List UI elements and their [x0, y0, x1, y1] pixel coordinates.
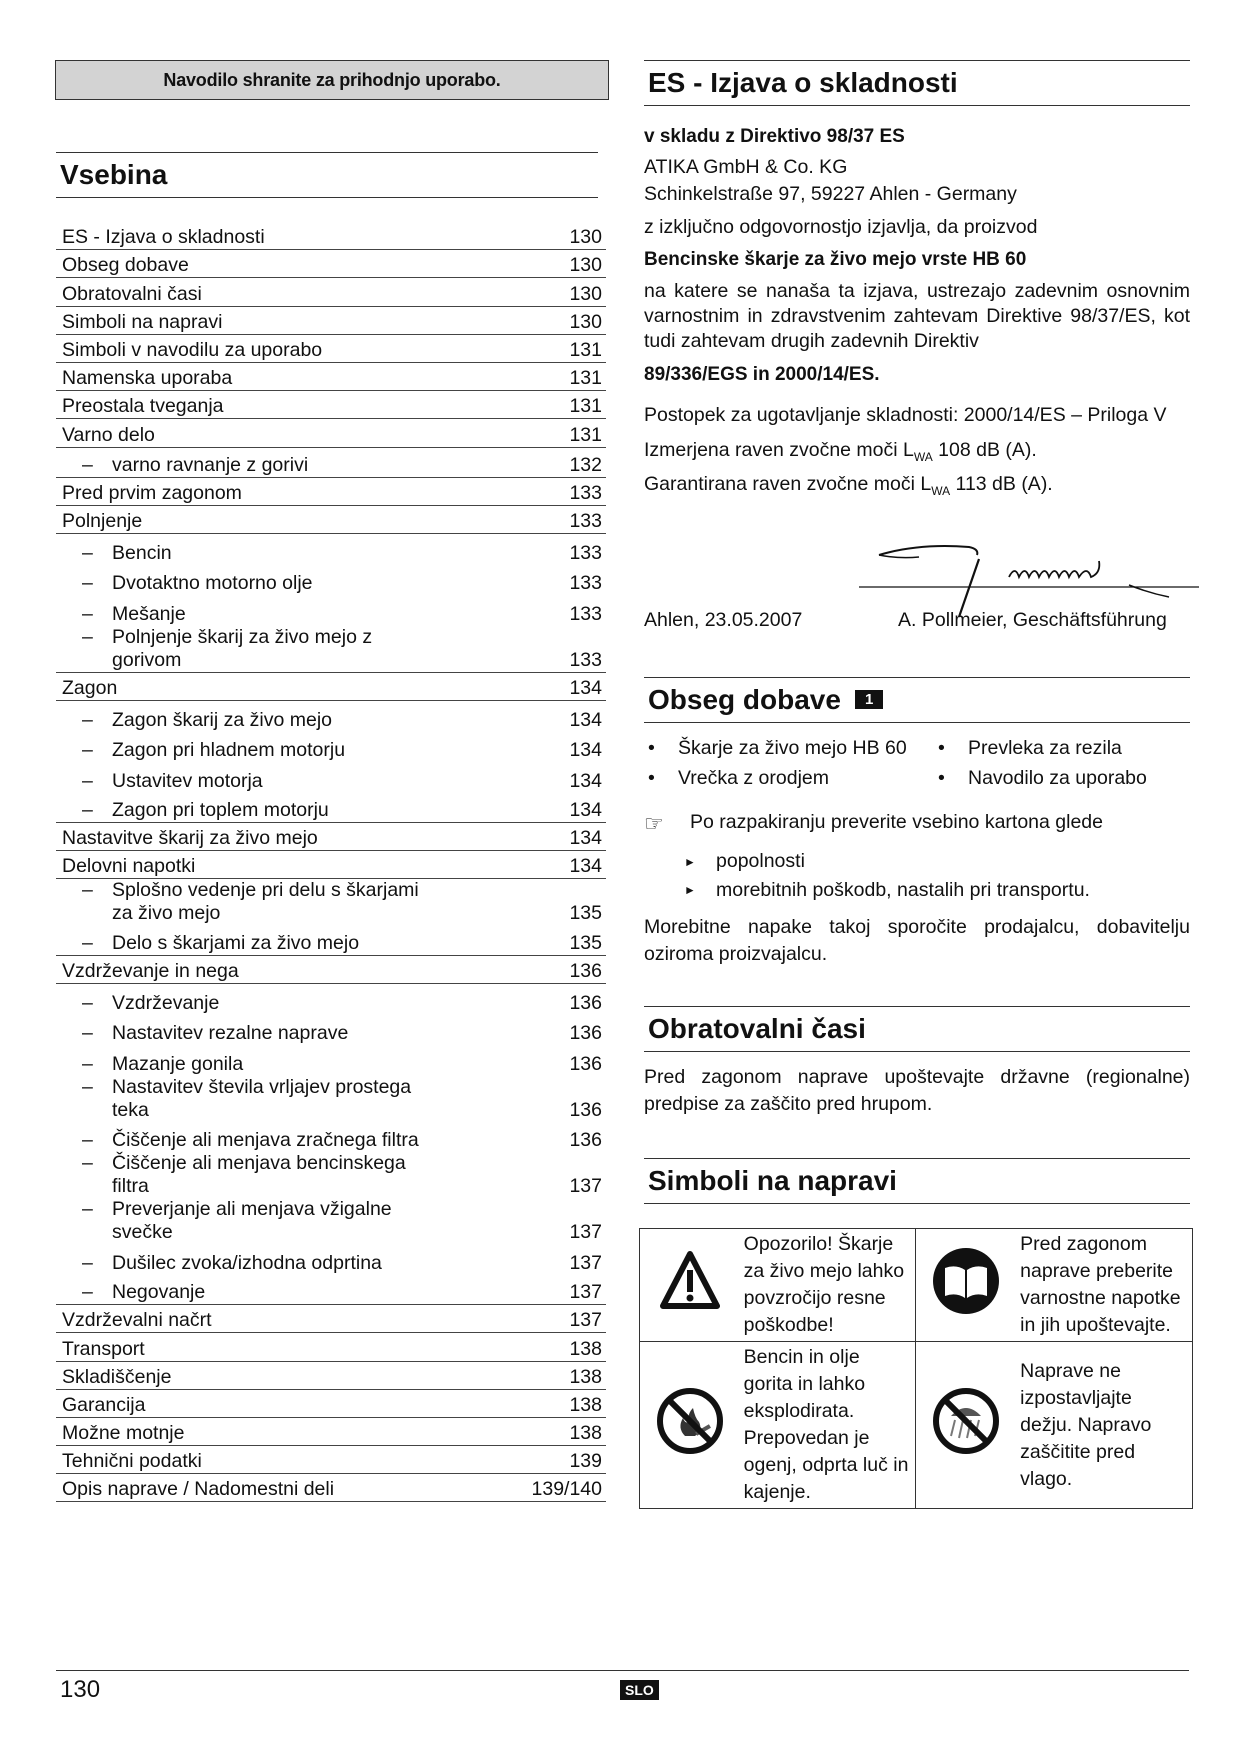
toc-page: 131	[569, 395, 602, 418]
delivery-item: • Vrečka z orodjem	[644, 763, 934, 793]
signatory: A. Pollmeier, Geschäftsführung	[898, 608, 1167, 631]
toc-subentry	[56, 984, 606, 1015]
toc-label-text: Simboli v navodilu za uporabo	[62, 338, 323, 361]
toc-page: 134	[569, 677, 602, 700]
dash-icon: –	[82, 769, 93, 792]
toc-label	[82, 1252, 382, 1275]
table-of-contents	[56, 222, 606, 1502]
toc-label-text: Namenska uporaba	[62, 367, 233, 390]
toc-label-text: Skladiščenje	[62, 1365, 172, 1388]
toc-label-text: Delovni napotki	[62, 855, 196, 878]
toc-label-text: Zagon škarij za živo mejo	[112, 708, 333, 731]
delivery-title-text: Obseg dobave	[648, 683, 841, 715]
toc-subentry	[56, 879, 606, 925]
toc-page: 134	[569, 739, 602, 762]
check-item: ► morebitnih poškodb, nastalih pri transportu.	[684, 876, 1190, 905]
toc-subentry	[56, 1244, 606, 1275]
toc-page: 132	[569, 454, 602, 476]
manual-text: Pred zagonom naprave preberite varnostne napotke in jih upoštevajte.	[1016, 1229, 1192, 1342]
toc-entry	[56, 851, 606, 879]
toc-subentry	[56, 565, 606, 596]
language-badge: SLO	[620, 1680, 659, 1700]
toc-label-text: Zagon pri hladnem motorju	[112, 739, 346, 762]
check-list	[684, 847, 1190, 905]
toc-subentry	[56, 1152, 606, 1198]
toc-label	[62, 482, 242, 505]
toc-label-text: Preostala tveganja	[62, 395, 224, 418]
toc-subentry	[56, 793, 606, 824]
dash-icon: –	[82, 799, 93, 822]
toc-page: 138	[569, 1337, 602, 1360]
toc-entry	[56, 363, 606, 391]
delivery-item: • Škarje za živo mejo HB 60	[644, 733, 934, 763]
place-date: Ahlen, 23.05.2007	[644, 608, 803, 631]
toc-label	[62, 1309, 212, 1332]
toc-label-text: Garancija	[62, 1393, 146, 1416]
toc-label-text: Nastavitve škarij za živo mejo	[62, 827, 318, 850]
toc-label-text: Negovanje	[112, 1281, 206, 1304]
toc-label	[82, 603, 186, 626]
dash-icon: –	[82, 1075, 93, 1098]
operating-title-text: Obratovalni časi	[648, 1013, 866, 1045]
toc-entry	[56, 391, 606, 419]
toc-label-text: Dvotaktno motorno olje	[112, 572, 313, 595]
conformity-statement: na katere se nanaša ta izjava, ustrezajo zadevnim osnovnim varnostnim in zdravstvenim zahtevam Direktive 98/37/ES, kot tudi zahtevam drugih zadevnih Direktiv	[644, 280, 1190, 352]
toc-page: 130	[569, 310, 602, 333]
toc-page: 133	[569, 572, 602, 595]
toc-label-text: Mešanje	[112, 602, 186, 625]
toc-label	[82, 770, 263, 793]
toc-subentry	[56, 1275, 606, 1306]
toc-entry	[56, 1333, 606, 1361]
toc-label-text: varno ravnanje z gorivi	[112, 454, 309, 476]
toc-label	[82, 1198, 442, 1244]
toc-label	[62, 827, 318, 850]
keep-instructions-note: Navodilo shranite za prihodnjo uporabo.	[55, 60, 609, 100]
toc-page: 131	[569, 367, 602, 390]
toc-label	[62, 960, 239, 983]
no-fire-icon	[655, 1386, 725, 1456]
toc-subentry	[56, 595, 606, 626]
toc-label	[62, 1450, 202, 1473]
toc-label-text: Možne motnje	[62, 1422, 185, 1445]
toc-entry	[56, 278, 606, 306]
toc-page: 134	[569, 855, 602, 878]
toc-page: 136	[569, 960, 602, 983]
toc-label	[62, 339, 322, 362]
toc-label	[62, 1394, 145, 1417]
toc-page: 137	[569, 1221, 602, 1244]
product-line: Bencinske škarje za živo mejo vrste HB 60	[644, 249, 1027, 270]
toc-page: 134	[569, 799, 602, 822]
toc-label	[62, 677, 117, 700]
toc-label-text: Simboli na napravi	[62, 310, 223, 333]
dash-icon: –	[82, 1129, 93, 1152]
toc-entry	[56, 1305, 606, 1333]
toc-subentry	[56, 534, 606, 565]
toc-label-text: Opis naprave / Nadomestni deli	[62, 1478, 335, 1501]
toc-entry	[56, 419, 606, 447]
toc-label	[82, 542, 172, 565]
toc-page: 138	[569, 1393, 602, 1416]
dash-icon: –	[82, 602, 93, 625]
check-item: ► popolnosti	[684, 847, 1190, 876]
toc-page: 133	[569, 510, 602, 533]
figure-number-badge: 1	[855, 690, 883, 709]
measured-value: 108 dB (A).	[932, 439, 1037, 461]
procedure-line: Postopek za ugotavljanje skladnosti: 2000/14/ES – Priloga V	[644, 404, 1167, 426]
toc-page: 136	[569, 991, 602, 1014]
dash-icon: –	[82, 1251, 93, 1274]
toc-entry	[56, 1362, 606, 1390]
toc-label-text: Varno delo	[62, 423, 155, 446]
delivery-item: • Prevleka za rezila	[934, 733, 1184, 763]
toc-subentry	[56, 626, 606, 673]
toc-label-text: Čiščenje ali menjava zračnega filtra	[112, 1129, 419, 1152]
toc-subentry	[56, 1198, 606, 1244]
toc-page: 131	[569, 338, 602, 361]
guaranteed-value: 113 dB (A).	[950, 472, 1053, 495]
toc-label	[62, 283, 202, 306]
toc-label	[82, 1022, 348, 1045]
toc-label-text: Mazanje gonila	[112, 1052, 244, 1075]
toc-subentry	[56, 925, 606, 956]
toc-label-text: Obseg dobave	[62, 254, 189, 277]
dash-icon: –	[82, 541, 93, 564]
toc-page: 133	[569, 482, 602, 505]
toc-label	[82, 1076, 442, 1122]
warning-cell	[640, 1229, 740, 1342]
toc-label-text: Nastavitev rezalne naprave	[112, 1022, 349, 1045]
guaranteed-sound-power	[644, 471, 1190, 505]
toc-page: 131	[569, 423, 602, 446]
signature-block	[644, 505, 1190, 635]
toc-label	[82, 626, 442, 672]
toc-label-text: Delo s škarjami za živo mejo	[112, 931, 360, 954]
toc-entry	[56, 506, 606, 534]
guaranteed-sub: WA	[931, 483, 951, 498]
dash-icon: –	[82, 991, 93, 1014]
unpacking-note-text: Po razpakiranju preverite vsebino kartona glede	[690, 810, 1103, 833]
footer-divider	[56, 1670, 1189, 1671]
toc-label-text: Vzdrževanje in nega	[62, 960, 239, 983]
toc-label	[62, 367, 232, 390]
dash-icon: –	[82, 1281, 93, 1304]
symbols-table	[639, 1228, 1193, 1509]
toc-label	[62, 1338, 145, 1361]
toc-label	[82, 992, 219, 1015]
toc-label	[82, 739, 345, 762]
dash-icon: –	[82, 1198, 93, 1221]
toc-label	[82, 879, 442, 925]
company-name: ATIKA GmbH & Co. KG	[644, 156, 848, 178]
toc-label	[62, 226, 265, 249]
toc-label	[62, 395, 224, 418]
measured-sound-power	[644, 437, 1190, 471]
toc-label-text: Vzdrževanje	[112, 991, 220, 1014]
toc-subentry	[56, 1015, 606, 1046]
toc-label	[62, 1366, 171, 1389]
dash-icon: –	[82, 572, 93, 595]
symbols-title-text: Simboli na napravi	[648, 1165, 897, 1197]
toc-title-text: Vsebina	[60, 159, 168, 190]
toc-label	[82, 1053, 243, 1076]
toc-label-text: Zagon	[62, 677, 118, 700]
dash-icon: –	[82, 739, 93, 762]
toc-label	[62, 311, 222, 334]
toc-label-text: Čiščenje ali menjava bencinskega filtra	[112, 1152, 406, 1198]
delivery-title	[644, 677, 1190, 723]
report-defects-text: Morebitne napake takoj sporočite prodajalcu, dobavitelju oziroma proizvajalcu.	[644, 916, 1190, 966]
delivery-item: • Navodilo za uporabo	[934, 763, 1184, 793]
dash-icon: –	[82, 1052, 93, 1075]
toc-page: 137	[569, 1281, 602, 1304]
toc-label	[62, 254, 189, 277]
directive-line: v skladu z Direktivo 98/37 ES	[644, 126, 905, 147]
conformity-title-text: ES - Izjava o skladnosti	[648, 67, 958, 98]
warning-text: Opozorilo! Škarje za živo mejo lahko povzročijo resne poškodbe!	[740, 1229, 916, 1342]
toc-page: 136	[569, 1098, 602, 1121]
toc-entry	[56, 222, 606, 250]
dash-icon: –	[82, 1152, 93, 1175]
toc-subentry	[56, 1045, 606, 1076]
toc-label-text: ES - Izjava o skladnosti	[62, 226, 265, 249]
page-number: 130	[60, 1676, 101, 1703]
toc-label	[82, 1152, 442, 1198]
toc-page: 133	[569, 648, 602, 671]
toc-label-text: Polnjenje škarij za živo mejo z gorivom	[112, 625, 373, 671]
symbols-title	[644, 1158, 1190, 1204]
toc-page: 137	[569, 1251, 602, 1274]
toc-page: 138	[569, 1422, 602, 1445]
toc-label	[82, 572, 313, 595]
dash-icon: –	[82, 931, 93, 954]
toc-label	[82, 1281, 205, 1304]
toc-subentry	[56, 1076, 606, 1122]
toc-page: 135	[569, 931, 602, 954]
toc-page: 138	[569, 1365, 602, 1388]
operating-title	[644, 1006, 1190, 1052]
toc-label	[62, 855, 195, 878]
toc-entry	[56, 673, 606, 701]
toc-subentry	[56, 732, 606, 763]
symbols-row	[640, 1229, 1193, 1342]
measured-sub: WA	[913, 449, 933, 464]
toc-label-text: Polnjenje	[62, 510, 143, 533]
symbols-row	[640, 1342, 1193, 1509]
toc-page: 134	[569, 708, 602, 731]
toc-label	[82, 932, 359, 955]
toc-page: 130	[569, 254, 602, 277]
toc-label-text: Obratovalni časi	[62, 282, 202, 305]
toc-label	[62, 1478, 334, 1501]
toc-label-text: Nastavitev števila vrljajev prostega teka	[112, 1075, 412, 1121]
toc-entry	[56, 1474, 606, 1502]
toc-page: 134	[569, 827, 602, 850]
toc-entry	[56, 335, 606, 363]
toc-entry	[56, 478, 606, 506]
rain-cell	[916, 1342, 1016, 1509]
toc-subentry	[56, 701, 606, 732]
toc-page: 134	[569, 769, 602, 792]
toc-page: 139/140	[531, 1478, 602, 1501]
fire-text: Bencin in olje gorita in lahko eksplodirata. Prepovedan je ogenj, odprta luč in kajenje.	[740, 1342, 916, 1509]
left-column	[56, 60, 606, 1502]
toc-label-text: Vzdrževalni načrt	[62, 1309, 212, 1332]
company-address: Schinkelstraße 97, 59227 Ahlen - Germany	[644, 183, 1017, 205]
toc-entry	[56, 1446, 606, 1474]
toc-label-text: Preverjanje ali menjava vžigalne svečke	[112, 1198, 392, 1244]
dash-icon: –	[82, 625, 93, 648]
toc-label	[82, 709, 332, 732]
toc-subentry	[56, 448, 606, 479]
pointing-hand-icon: ☞	[644, 810, 664, 836]
toc-label-text: Pred prvim zagonom	[62, 482, 242, 505]
toc-subentry	[56, 1122, 606, 1153]
toc-page: 133	[569, 602, 602, 625]
toc-label-text: Ustavitev motorja	[112, 769, 263, 792]
dash-icon: –	[82, 454, 93, 476]
toc-label-text: Zagon pri toplem motorju	[112, 799, 329, 822]
toc-entry	[56, 307, 606, 335]
right-column	[644, 60, 1190, 1509]
toc-page: 136	[569, 1129, 602, 1152]
conformity-title	[644, 60, 1190, 106]
toc-label-text: Tehnični podatki	[62, 1450, 202, 1473]
rain-text: Naprave ne izpostavljajte dežju. Napravo zaščitite pred vlago.	[1016, 1342, 1192, 1509]
manual-cell	[916, 1229, 1016, 1342]
toc-subentry	[56, 762, 606, 793]
toc-label	[62, 510, 142, 533]
toc-page: 133	[569, 541, 602, 564]
toc-entry	[56, 823, 606, 851]
warning-triangle-icon	[660, 1250, 720, 1312]
toc-entry	[56, 1418, 606, 1446]
toc-label	[82, 1129, 419, 1152]
toc-label-text: Dušilec zvoka/izhodna odprtina	[112, 1251, 382, 1274]
no-rain-icon	[931, 1386, 1001, 1456]
dash-icon: –	[82, 708, 93, 731]
toc-entry	[56, 1390, 606, 1418]
toc-label-text: Bencin	[112, 541, 172, 564]
dash-icon: –	[82, 879, 93, 902]
other-directives: 89/336/EGS in 2000/14/ES.	[644, 364, 880, 385]
toc-page: 130	[569, 226, 602, 249]
toc-entry	[56, 956, 606, 984]
toc-page: 130	[569, 282, 602, 305]
fire-cell	[640, 1342, 740, 1509]
read-manual-icon	[931, 1246, 1001, 1316]
toc-page: 135	[569, 902, 602, 925]
toc-entry	[56, 250, 606, 278]
operating-text: Pred zagonom naprave upoštevajte državne (regionalne) predpise za zaščito pred hrupom.	[644, 1066, 1190, 1116]
toc-page: 136	[569, 1022, 602, 1045]
toc-label-text: Transport	[62, 1337, 145, 1360]
declares-line: z izključno odgovornostjo izjavlja, da proizvod	[644, 216, 1038, 238]
guaranteed-prefix: Garantirana raven zvočne moči L	[644, 472, 932, 495]
toc-label	[62, 424, 155, 447]
toc-label-text: Splošno vedenje pri delu s škarjami za živo mejo	[112, 879, 419, 925]
toc-title	[56, 152, 598, 198]
unpacking-note	[644, 811, 1190, 837]
toc-page: 139	[569, 1450, 602, 1473]
delivery-items	[644, 733, 1190, 793]
toc-page: 137	[569, 1309, 602, 1332]
toc-page: 136	[569, 1052, 602, 1075]
measured-prefix: Izmerjena raven zvočne moči L	[644, 439, 914, 461]
toc-label	[62, 1422, 184, 1445]
toc-label	[82, 799, 329, 822]
dash-icon: –	[82, 1022, 93, 1045]
toc-page: 137	[569, 1175, 602, 1198]
toc-label	[82, 454, 308, 477]
